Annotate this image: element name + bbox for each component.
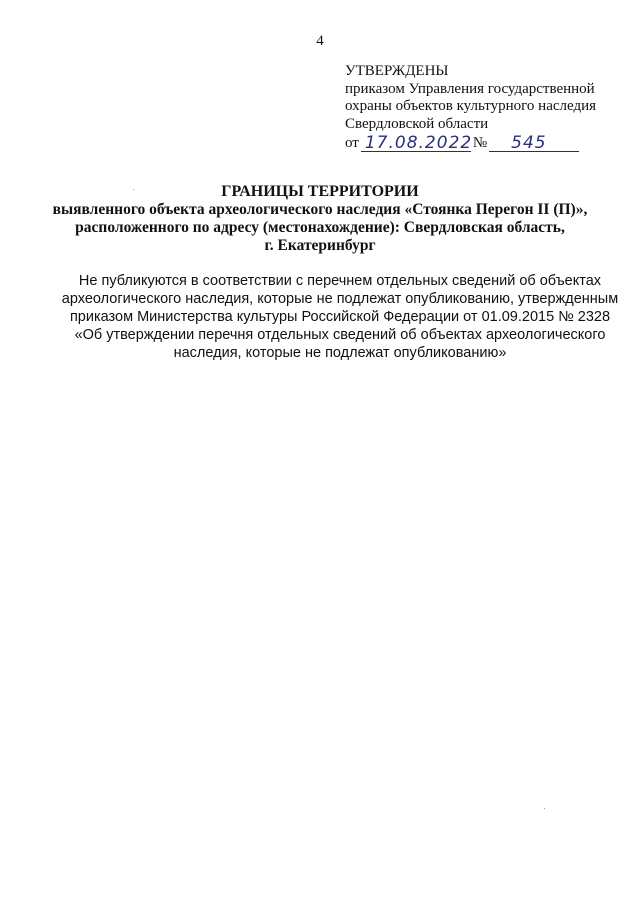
document-heading [0, 183, 640, 255]
approval-block [345, 63, 615, 152]
approval-date-number-row [345, 133, 615, 152]
approval-title: УТВЕРЖДЕНЫ [345, 63, 449, 79]
scan-speck [133, 189, 134, 190]
notice-line-4: «Об утверждении перечня отдельных сведений об объектах археологического [74, 327, 606, 343]
scan-speck [544, 808, 545, 809]
approval-line-1: приказом Управления государственной [345, 80, 595, 97]
notice-line-1: Не публикуются в соответствии с перечнем отдельных сведений об объектах [78, 273, 602, 289]
date-field [361, 133, 471, 152]
page-number: 4 [316, 33, 324, 49]
non-publication-notice [50, 272, 630, 362]
handwritten-number: 545 [511, 132, 547, 153]
heading-line-2: расположенного по адресу (местонахождение): Свердловская область, [75, 219, 565, 236]
from-label: от [345, 134, 359, 151]
number-label: № [472, 134, 488, 151]
heading-line-1: выявленного объекта археологического наследия «Стоянка Перегон II (П)», [52, 201, 588, 218]
approval-line-3: Свердловской области [345, 115, 489, 132]
notice-line-2: археологического наследия, которые не подлежат опубликованию, утвержденным [61, 291, 619, 307]
notice-line-3: приказом Министерства культуры Российской Федерации от 01.09.2015 № 2328 [69, 309, 611, 325]
handwritten-date: 17.08.2022 [364, 132, 473, 153]
heading-line-3: г. Екатеринбург [264, 237, 376, 254]
number-field [489, 133, 579, 152]
notice-line-5: наследия, которые не подлежат опубликованию» [173, 345, 507, 361]
heading-title: ГРАНИЦЫ ТЕРРИТОРИИ [221, 183, 419, 200]
approval-line-2: охраны объектов культурного наследия [345, 98, 597, 114]
